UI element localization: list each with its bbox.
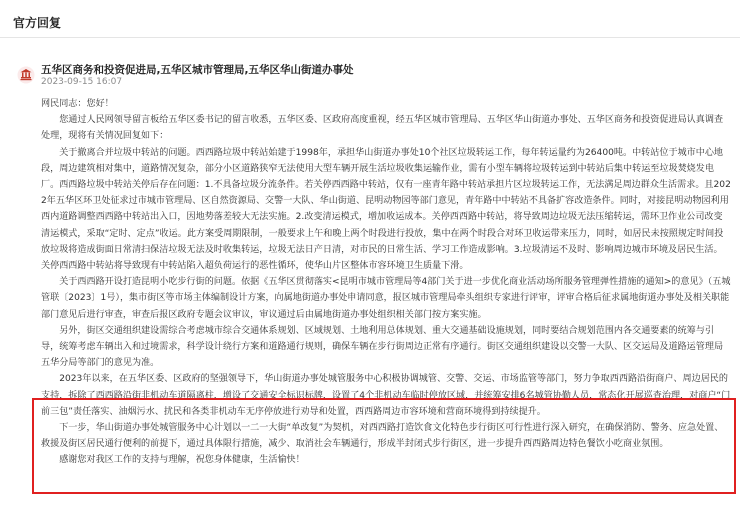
- divider: [0, 37, 740, 38]
- reply-paragraph: 关于西西路开设打造昆明小吃步行街的问题。依据《五华区贯彻落实<昆明市城市管理局等4部门关于进一步优化商业活动场所服务管理弹性措施的通知>的意见》（五城管联〔2023〕1号），集市街区等市场主体编制设计方案，向属地街道办事处申请同意，报区城市管理局牵头组织专家进行评审，评审合格后征求属地街道办事处及相关职能部门意见后进行审查，审查后报区政府专题会议审议，审议通过后由属地街道办事处组织相关部门按方案实施。: [41, 277, 731, 320]
- highlight-box: [32, 398, 736, 494]
- reply-paragraph: 关于撤离合并垃圾中转站的问题。西西路垃圾中转站始建于1998年，承担华山街道办事处10个社区垃圾转运工作，每年转运量约为26400吨。中转站位于城市中心地段，周边建筑相对集中，道路情况复杂，部分小区道路狭窄无法使用大型车辆开展生活垃圾收集运输作业，需有小型车辆将垃圾转运到中转站后集中转运至垃圾焚烧发电厂。西西路垃圾中转站关停后存在问题：1.不具备垃圾分流条件。若关停西西路中转站，仅有一座青年路中转站承担片区垃圾转运工作，无法满足周边群众生活需求。且2022年五华区环卫处征求过市城市管理局、区自然资源局、交警一大队、华山街道、昆明动物园等部门意见，青年路中中转站不具备扩容改造条件。同时，对接昆明动物园利用西内道路调整西西路中转站出入口，因地势落差较大无法实施。2.改变清运模式，增加收运成本。关停西西路中转站，将导致周边垃圾无法压缩转运，需环卫作业公司改变清运模式，采取“定时、定点”收运。此方案受周期限制，一般要求上午和晚上两个时段进行投放，集中在两个时段合对环卫收运带来压力，同时，如居民未按照规定时间投放垃圾将造成街面日常清扫保洁垃圾无法及时收集转运，垃圾无法日产日清，对市民的日常生活、学习工作造成影响。3.垃圾清运不及时、影响周边城市环境及居民生活。关停西西路中转站将导致现有中转站陷入超负荷运行的恶性循环，使华山片区整体市容环境卫生质量下滑。: [41, 147, 731, 272]
- reply-paragraph: 2023年以来，在五华区委、区政府的坚强领导下，华山街道办事处城管服务中心积极协调城管、交警、交运、市场监管等部门，努力争取西西路沿街商户、周边居民的支持，拆除了西西路沿街非机动车道隔离柱，增设了交通安全标识标牌，设置了4个非机动车临时停放区域，并统筹安排6名城管协勤人员，常态化开展巡查治理，对商户“门前三包”责任落实、油烟污水、扰民和各类非机动车无序停放进行劝导和处置，西西路周边市容环境和营商环境得到持续提升。: [41, 374, 731, 417]
- reply-closing: 感谢您对我区工作的支持与理解，祝您身体健康，生活愉快！: [59, 455, 305, 466]
- reply-paragraph: 另外，街区交通组织建设需综合考虑城市综合交通体系规划、区域规划、土地利用总体规划、重大交通基础设施规划，同时要结合规划范围内各交通要素的统筹与引导，统筹考虑车辆出入和过境需求，科学设计绕行方案和道路通行规则，确保车辆在步行街周边正常有序通行。街区交通组织建设以交警一大队、区交运局及道路运管理局五华分局等部门的意见为准。: [41, 325, 724, 369]
- reply-greeting: 网民同志：您好！: [41, 99, 114, 109]
- reply-org-name: 五华区商务和投资促进局,五华区城市管理局,五华区华山街道办事处: [41, 64, 354, 76]
- section-title: 官方回复: [13, 16, 62, 30]
- government-emblem-icon: [17, 66, 35, 84]
- reply-paragraph: 您通过人民网领导留言板给五华区委书记的留言收悉，五华区委、区政府高度重视，经五华区城市管理局、五华区华山街道办事处、五华区商务和投资促进局认真调查处理，现将有关情况回复如下：: [41, 115, 724, 142]
- reply-paragraph: 下一步，华山街道办事处城管服务中心计划以一二一大街“单改复”为契机，对西西路打造饮食文化特色步行街区可行性进行深入研究，在确保消防、警务、应急处置、救援及街区居民通行便利的前提下，通过具体限行措施，减少、取消社会车辆通行，形成半封闭式步行街区，进一步提升西西路周边特色餐饮小吃商业氛围。: [41, 423, 724, 450]
- reply-timestamp: 2023-09-15 16:07: [41, 77, 123, 87]
